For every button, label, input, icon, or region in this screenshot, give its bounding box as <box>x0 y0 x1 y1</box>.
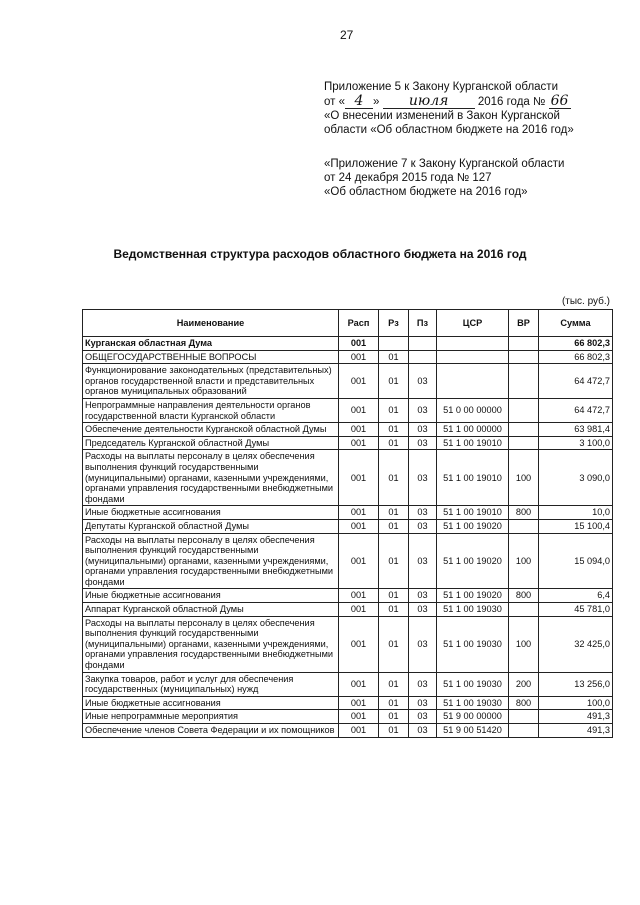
cell-csr: 51 0 00 00000 <box>437 398 509 422</box>
cell-rz: 01 <box>379 519 409 533</box>
cell-rasp: 001 <box>339 672 379 696</box>
table-row <box>83 696 613 710</box>
cell-name: Курганская областная Дума <box>83 337 339 351</box>
cell-name: Иные бюджетные ассигнования <box>83 589 339 603</box>
table-row <box>83 519 613 533</box>
cell-rz <box>379 337 409 351</box>
cell-rasp: 001 <box>339 616 379 672</box>
cell-rz: 01 <box>379 672 409 696</box>
table-row <box>83 533 613 589</box>
annex-previous-law <box>324 157 624 199</box>
cell-csr: 51 1 00 19020 <box>437 589 509 603</box>
cell-rz: 01 <box>379 603 409 617</box>
cell-name: Иные бюджетные ассигнования <box>83 506 339 520</box>
header-name: Наименование <box>83 310 339 337</box>
cell-rasp: 001 <box>339 710 379 724</box>
handwritten-month: июля <box>383 94 475 109</box>
cell-sum: 15 100,4 <box>539 519 613 533</box>
cell-vr: 100 <box>509 616 539 672</box>
cell-pz <box>409 337 437 351</box>
annex-year-text: 2016 года № <box>477 96 546 108</box>
cell-name: Обеспечение деятельности Курганской областной Думы <box>83 423 339 437</box>
cell-rasp: 001 <box>339 337 379 351</box>
cell-csr: 51 9 00 51420 <box>437 724 509 738</box>
cell-csr: 51 1 00 19030 <box>437 616 509 672</box>
cell-name: Непрограммные направления деятельности органов государственной власти Курганской области <box>83 398 339 422</box>
cell-rasp: 001 <box>339 603 379 617</box>
cell-name: Закупка товаров, работ и услуг для обеспечения государственных (муниципальных) нужд <box>83 672 339 696</box>
header-csr: ЦСР <box>437 310 509 337</box>
table-row <box>83 398 613 422</box>
handwritten-day: 4 <box>345 94 373 109</box>
cell-sum: 6,4 <box>539 589 613 603</box>
cell-rasp: 001 <box>339 589 379 603</box>
units-note: (тыс. руб.) <box>561 296 610 307</box>
header-vr: ВР <box>509 310 539 337</box>
cell-rasp: 001 <box>339 533 379 589</box>
cell-name: Функционирование законодательных (представительных) органов государственной власти и представительных органов муниципальных образований <box>83 364 339 399</box>
cell-rasp: 001 <box>339 364 379 399</box>
cell-rz: 01 <box>379 506 409 520</box>
cell-rz: 01 <box>379 450 409 506</box>
cell-csr: 51 1 00 19030 <box>437 603 509 617</box>
annex2-line-3: «Об областном бюджете на 2016 год» <box>324 186 528 198</box>
cell-csr: 51 1 00 19020 <box>437 533 509 589</box>
cell-rasp: 001 <box>339 350 379 364</box>
cell-vr: 800 <box>509 589 539 603</box>
cell-vr <box>509 724 539 738</box>
cell-rasp: 001 <box>339 423 379 437</box>
document-title: Ведомственная структура расходов областного бюджета на 2016 год <box>113 247 527 261</box>
cell-rz: 01 <box>379 724 409 738</box>
table-body <box>83 337 613 738</box>
cell-pz: 03 <box>409 398 437 422</box>
annex-line-1: Приложение 5 к Закону Курганской области <box>324 81 558 93</box>
header-rasp: Расп <box>339 310 379 337</box>
cell-rz: 01 <box>379 436 409 450</box>
cell-csr: 51 1 00 19020 <box>437 519 509 533</box>
handwritten-law-number: 66 <box>549 94 571 109</box>
cell-rasp: 001 <box>339 519 379 533</box>
cell-pz: 03 <box>409 616 437 672</box>
cell-sum: 66 802,3 <box>539 337 613 351</box>
cell-vr: 800 <box>509 696 539 710</box>
cell-pz: 03 <box>409 519 437 533</box>
cell-pz: 03 <box>409 710 437 724</box>
cell-csr <box>437 337 509 351</box>
cell-pz: 03 <box>409 603 437 617</box>
annex-date-line <box>324 94 624 109</box>
header-rz: Рз <box>379 310 409 337</box>
annex2-line-1: «Приложение 7 к Закону Курганской области <box>324 158 565 170</box>
cell-sum: 491,3 <box>539 710 613 724</box>
table-row <box>83 616 613 672</box>
cell-name: Обеспечение членов Совета Федерации и их помощников <box>83 724 339 738</box>
table-row <box>83 603 613 617</box>
cell-rasp: 001 <box>339 398 379 422</box>
cell-sum: 491,3 <box>539 724 613 738</box>
cell-sum: 66 802,3 <box>539 350 613 364</box>
cell-sum: 45 781,0 <box>539 603 613 617</box>
cell-rz: 01 <box>379 696 409 710</box>
table-row <box>83 350 613 364</box>
cell-rz: 01 <box>379 533 409 589</box>
cell-sum: 3 090,0 <box>539 450 613 506</box>
cell-csr: 51 1 00 00000 <box>437 423 509 437</box>
cell-sum: 13 256,0 <box>539 672 613 696</box>
cell-rz: 01 <box>379 364 409 399</box>
table-row <box>83 423 613 437</box>
cell-rasp: 001 <box>339 506 379 520</box>
page-number: 27 <box>340 28 354 42</box>
budget-table <box>82 309 613 738</box>
table-row <box>83 364 613 399</box>
cell-rasp: 001 <box>339 450 379 506</box>
header-sum: Сумма <box>539 310 613 337</box>
header-pz: Пз <box>409 310 437 337</box>
cell-name: ОБЩЕГОСУДАРСТВЕННЫЕ ВОПРОСЫ <box>83 350 339 364</box>
cell-pz: 03 <box>409 506 437 520</box>
cell-csr: 51 1 00 19010 <box>437 450 509 506</box>
cell-vr <box>509 364 539 399</box>
cell-rz: 01 <box>379 589 409 603</box>
cell-vr <box>509 398 539 422</box>
cell-vr: 100 <box>509 450 539 506</box>
cell-csr: 51 1 00 19010 <box>437 506 509 520</box>
cell-vr <box>509 603 539 617</box>
table-row <box>83 450 613 506</box>
annex2-line-2: от 24 декабря 2015 года № 127 <box>324 172 492 184</box>
annex-line-4: области «Об областном бюджете на 2016 год» <box>324 124 574 136</box>
cell-name: Аппарат Курганской областной Думы <box>83 603 339 617</box>
cell-csr: 51 1 00 19030 <box>437 696 509 710</box>
cell-csr: 51 1 00 19010 <box>437 436 509 450</box>
cell-csr: 51 1 00 19030 <box>437 672 509 696</box>
cell-vr <box>509 436 539 450</box>
cell-csr: 51 9 00 00000 <box>437 710 509 724</box>
cell-rz: 01 <box>379 423 409 437</box>
cell-vr <box>509 710 539 724</box>
cell-vr <box>509 337 539 351</box>
cell-pz: 03 <box>409 533 437 589</box>
annex-from-prefix: от « <box>324 96 346 108</box>
annex-header <box>324 80 624 199</box>
cell-pz <box>409 350 437 364</box>
cell-rasp: 001 <box>339 436 379 450</box>
cell-name: Иные бюджетные ассигнования <box>83 696 339 710</box>
cell-rasp: 001 <box>339 696 379 710</box>
cell-pz: 03 <box>409 364 437 399</box>
cell-vr <box>509 519 539 533</box>
cell-vr: 100 <box>509 533 539 589</box>
table-header-row <box>83 310 613 337</box>
cell-sum: 100,0 <box>539 696 613 710</box>
cell-pz: 03 <box>409 450 437 506</box>
cell-sum: 3 100,0 <box>539 436 613 450</box>
cell-sum: 64 472,7 <box>539 398 613 422</box>
cell-vr: 800 <box>509 506 539 520</box>
cell-sum: 10,0 <box>539 506 613 520</box>
table-row <box>83 724 613 738</box>
cell-name: Расходы на выплаты персоналу в целях обеспечения выполнения функций государственными (муниципальными) органами, казенными учреждениями, органами управления государственными внебюджетными фондами <box>83 616 339 672</box>
cell-pz: 03 <box>409 589 437 603</box>
cell-pz: 03 <box>409 423 437 437</box>
cell-name: Расходы на выплаты персоналу в целях обеспечения выполнения функций государственными (муниципальными) органами, казенными учреждениями, органами управления государственными внебюджетными фондами <box>83 450 339 506</box>
cell-rasp: 001 <box>339 724 379 738</box>
table-row <box>83 436 613 450</box>
cell-csr <box>437 350 509 364</box>
annex-line-3: «О внесении изменений в Закон Курганской <box>324 110 560 122</box>
cell-name: Расходы на выплаты персоналу в целях обеспечения выполнения функций государственными (муниципальными) органами, казенными учреждениями, органами управления государственными внебюджетными фондами <box>83 533 339 589</box>
cell-sum: 32 425,0 <box>539 616 613 672</box>
cell-vr <box>509 423 539 437</box>
cell-sum: 63 981,4 <box>539 423 613 437</box>
cell-pz: 03 <box>409 724 437 738</box>
cell-vr <box>509 350 539 364</box>
table-row <box>83 672 613 696</box>
table-row <box>83 337 613 351</box>
cell-name: Депутаты Курганской областной Думы <box>83 519 339 533</box>
cell-rz: 01 <box>379 616 409 672</box>
cell-pz: 03 <box>409 672 437 696</box>
cell-csr <box>437 364 509 399</box>
cell-pz: 03 <box>409 696 437 710</box>
table-row <box>83 506 613 520</box>
cell-vr: 200 <box>509 672 539 696</box>
cell-pz: 03 <box>409 436 437 450</box>
cell-name: Председатель Курганской областной Думы <box>83 436 339 450</box>
cell-sum: 64 472,7 <box>539 364 613 399</box>
cell-name: Иные непрограммные мероприятия <box>83 710 339 724</box>
table-row <box>83 710 613 724</box>
cell-rz: 01 <box>379 350 409 364</box>
annex-day-suffix: » <box>373 96 380 108</box>
cell-rz: 01 <box>379 398 409 422</box>
table-row <box>83 589 613 603</box>
cell-rz: 01 <box>379 710 409 724</box>
cell-sum: 15 094,0 <box>539 533 613 589</box>
